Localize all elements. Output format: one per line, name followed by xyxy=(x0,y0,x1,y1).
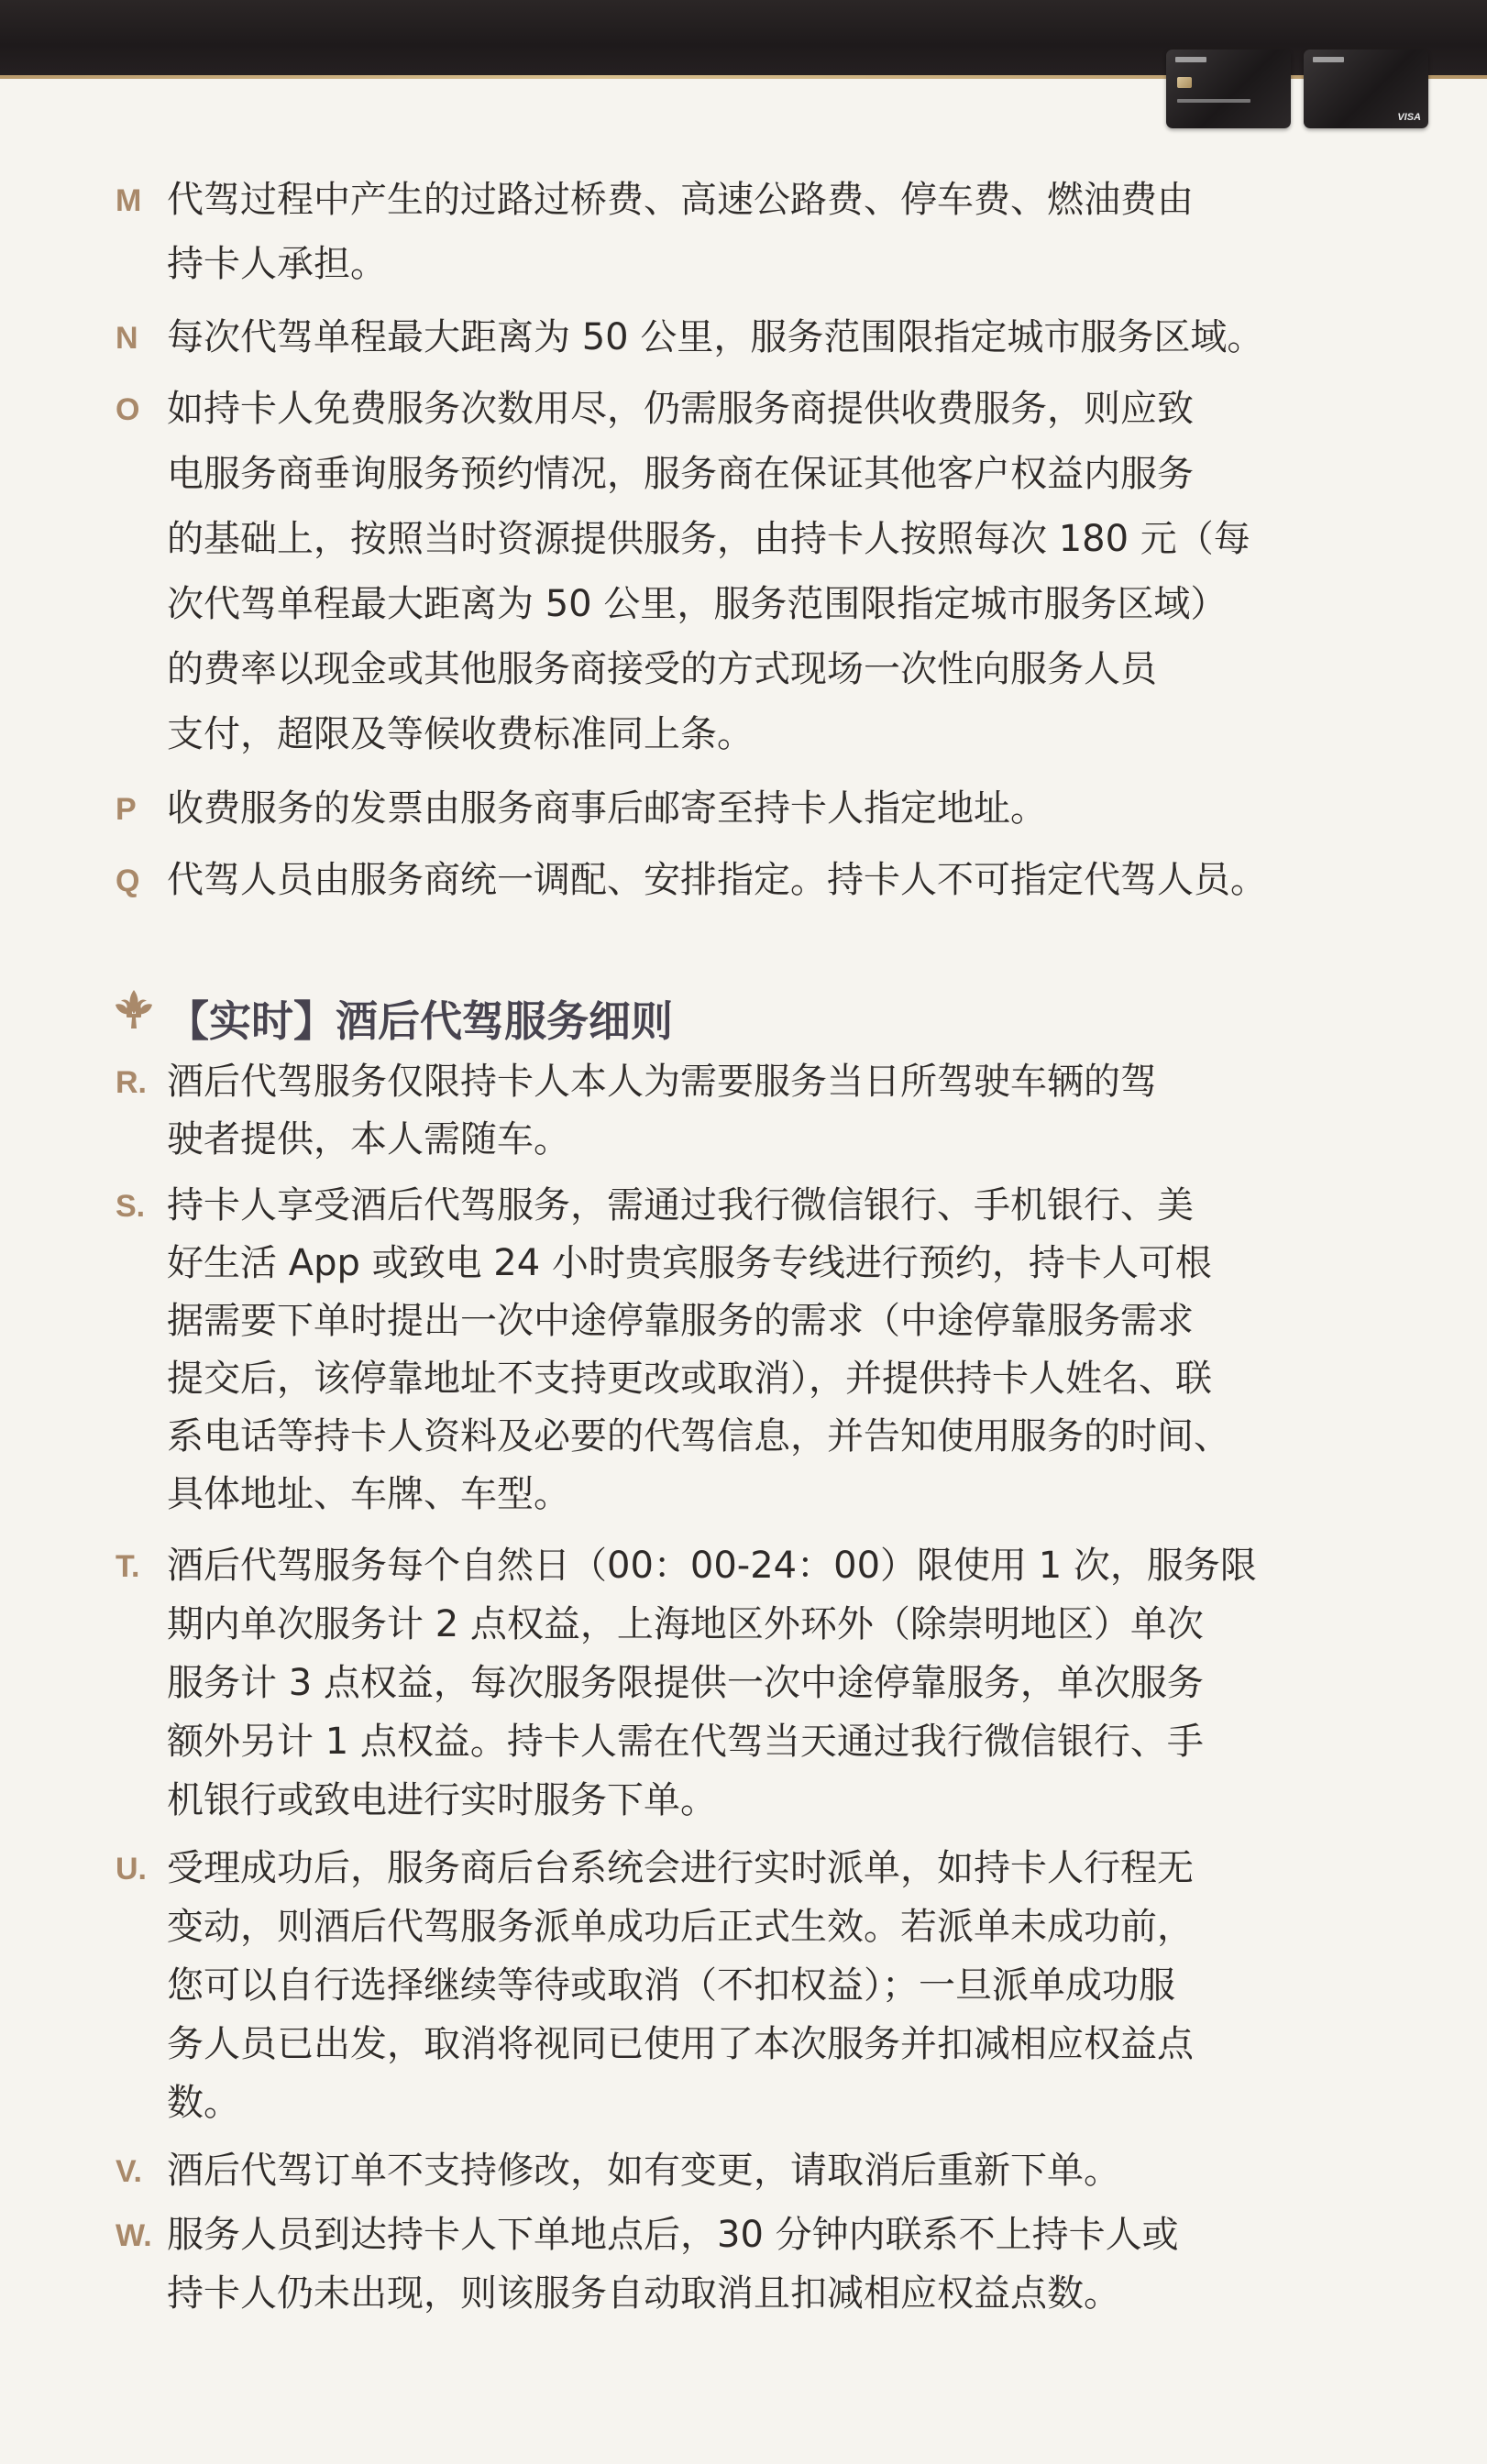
item-text-line: 具体地址、车牌、车型。 xyxy=(167,1473,570,1515)
bank-logo xyxy=(1313,57,1344,62)
card-number-strip xyxy=(1177,99,1250,103)
item-text-line: 变动，则酒后代驾服务派单成功后正式生效。若派单未成功前， xyxy=(167,1906,1194,1948)
item-marker: Q xyxy=(116,864,140,898)
item-marker: O xyxy=(116,392,140,427)
item-text-line: 酒后代驾服务仅限持卡人本人为需要服务当日所驾驶车辆的驾 xyxy=(167,1061,1157,1103)
item-text-line: 务人员已出发，取消将视同已使用了本次服务并扣减相应权益点 xyxy=(167,2023,1194,2065)
item-text-line: 好生活 App 或致电 24 小时贵宾服务专线进行预约，持卡人可根 xyxy=(167,1242,1212,1284)
item-text-line: 每次代驾单程最大距离为 50 公里，服务范围限指定城市服务区域。 xyxy=(167,316,1264,358)
item-text-line: 电服务商垂询服务预约情况，服务商在保证其他客户权益内服务 xyxy=(167,453,1194,495)
item-marker: M xyxy=(116,183,142,218)
item-text-line: 代驾人员由服务商统一调配、安排指定。持卡人不可指定代驾人员。 xyxy=(167,859,1267,901)
item-marker: W. xyxy=(116,2218,152,2253)
item-text-line: 数。 xyxy=(167,2082,240,2124)
item-text-line: 的费率以现金或其他服务商接受的方式现场一次性向服务人员 xyxy=(167,648,1157,690)
item-marker: S. xyxy=(116,1189,146,1224)
item-text-line: 的基础上，按照当时资源提供服务，由持卡人按照每次 180 元（每 xyxy=(167,518,1250,560)
item-marker: N xyxy=(116,321,138,356)
fleur-de-lis-icon xyxy=(110,986,158,1034)
item-text-line: 持卡人仍未出现，则该服务自动取消且扣减相应权益点数。 xyxy=(167,2272,1120,2315)
item-text-line: 您可以自行选择继续等待或取消（不扣权益）；一旦派单成功服 xyxy=(167,1964,1175,2007)
item-marker: P xyxy=(116,792,137,827)
credit-card-images xyxy=(1166,50,1441,130)
bank-logo xyxy=(1175,57,1206,62)
section-title: 【实时】酒后代驾服务细则 xyxy=(167,996,673,1046)
item-text-line: 据需要下单时提出一次中途停靠服务的需求（中途停靠服务需求 xyxy=(167,1300,1194,1342)
item-text-line: 系电话等持卡人资料及必要的代驾信息，并告知使用服务的时间、 xyxy=(167,1415,1230,1458)
item-text-line: 持卡人承担。 xyxy=(167,243,387,285)
visa-logo: VISA xyxy=(1397,112,1421,123)
item-text-line: 支付，超限及等候收费标准同上条。 xyxy=(167,713,754,755)
item-text-line: 机银行或致电进行实时服务下单。 xyxy=(167,1779,717,1821)
item-marker: V. xyxy=(116,2154,143,2189)
credit-card-back xyxy=(1304,50,1428,128)
item-text-line: 如持卡人免费服务次数用尽，仍需服务商提供收费服务，则应致 xyxy=(167,388,1194,430)
item-marker: U. xyxy=(116,1852,147,1886)
item-text-line: 驶者提供，本人需随车。 xyxy=(167,1118,570,1160)
credit-card-front xyxy=(1166,50,1291,128)
item-text-line: 服务计 3 点权益，每次服务限提供一次中途停靠服务，单次服务 xyxy=(167,1662,1204,1704)
item-text-line: 收费服务的发票由服务商事后邮寄至持卡人指定地址。 xyxy=(167,787,1047,830)
item-text-line: 酒后代驾订单不支持修改，如有变更，请取消后重新下单。 xyxy=(167,2150,1120,2192)
item-marker: R. xyxy=(116,1065,147,1100)
item-text-line: 酒后代驾服务每个自然日（00：00-24：00）限使用 1 次，服务限 xyxy=(167,1545,1257,1587)
item-text-line: 次代驾单程最大距离为 50 公里，服务范围限指定城市服务区域） xyxy=(167,583,1228,625)
item-text-line: 代驾过程中产生的过路过桥费、高速公路费、停车费、燃油费由 xyxy=(167,179,1194,221)
item-text-line: 受理成功后，服务商后台系统会进行实时派单，如持卡人行程无 xyxy=(167,1847,1194,1889)
item-text-line: 期内单次服务计 2 点权益，上海地区外环外（除崇明地区）单次 xyxy=(167,1603,1204,1645)
item-marker: T. xyxy=(116,1549,140,1584)
item-text-line: 额外另计 1 点权益。持卡人需在代驾当天通过我行微信银行、手 xyxy=(167,1721,1204,1763)
item-text-line: 持卡人享受酒后代驾服务，需通过我行微信银行、手机银行、美 xyxy=(167,1184,1194,1226)
item-text-line: 提交后，该停靠地址不支持更改或取消），并提供持卡人姓名、联 xyxy=(167,1358,1212,1400)
card-chip xyxy=(1177,77,1192,88)
item-text-line: 服务人员到达持卡人下单地点后，30 分钟内联系不上持卡人或 xyxy=(167,2214,1179,2256)
